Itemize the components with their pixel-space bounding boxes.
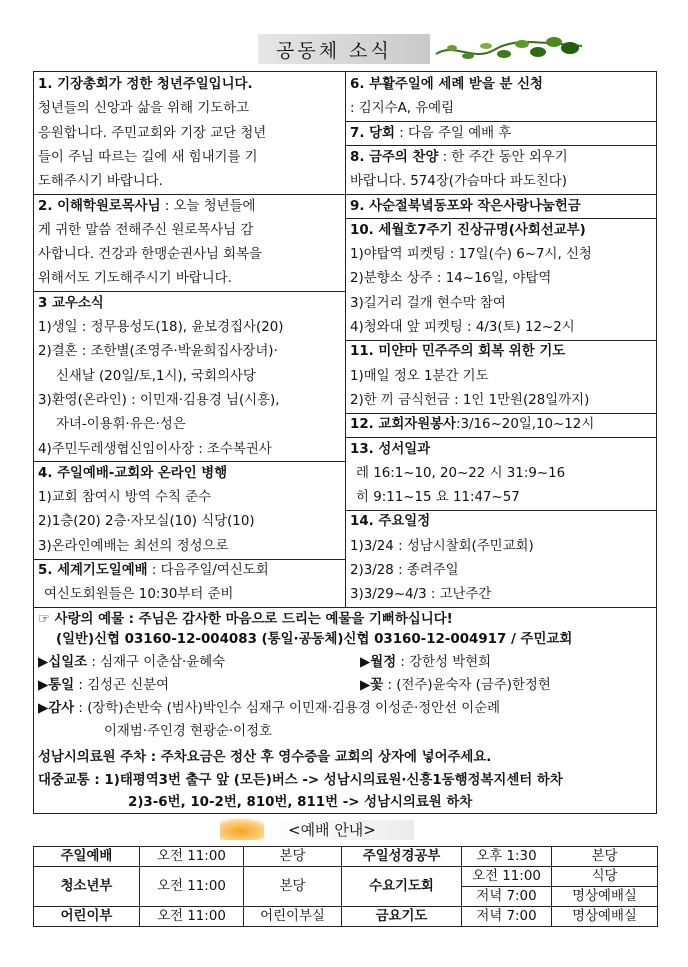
- news-line: 3)길거리 걸개 현수막 참여: [350, 295, 506, 311]
- monthly-label: ▶월정: [360, 655, 397, 670]
- news-line: 3)환영(온라인) : 이민재·김용경 님(시흥),: [38, 392, 280, 408]
- news-line: : 김지수A, 유예림: [350, 101, 455, 117]
- news-line: 13. 성서일과: [350, 441, 431, 457]
- news-item-detail: :3/16~20일,10~12시: [456, 417, 595, 433]
- tithe-label: ▶십일조: [38, 655, 88, 670]
- table-row: 저녁 7:00 명상예배실: [34, 887, 658, 907]
- news-item-heading: 2. 이해학원로목사님: [38, 198, 161, 214]
- news-line: 3 교우소식: [38, 295, 104, 311]
- news-line: 2)1층(20) 2층·자모실(10) 식당(10): [38, 514, 255, 530]
- news-line: 게 귀한 말씀 전해주신 원로목사님 감: [38, 222, 254, 238]
- thanks-label: ▶감사: [38, 701, 75, 716]
- transit-notice: 대중교통 : 1)태평역3번 출구 앞 (모든)버스 -> 성남시의료원·신흥1동행정복지센터 하차: [38, 773, 563, 788]
- parking-notice: 성남시의료원 주차 : 주차요금은 정산 후 영수증을 교회의 상자에 넣어주세요.: [38, 750, 492, 765]
- news-line: [38, 559, 343, 583]
- news-item-heading: 5. 세계기도일예배: [38, 563, 148, 578]
- offering-accounts: (일반)신협 03160-12-004083 (통일·공동체)신협 03160-12-004917 / 주민교회: [56, 632, 573, 647]
- news-line: 9. 사순절북녘동포와 작은사랑나눔헌금: [350, 198, 581, 214]
- table-row: 어린이부 오전 11:00 어린이부실 금요기도 저녁 7:00 명상예배실: [34, 907, 658, 927]
- news-line: 10. 세월호7주기 진상규명(사회선교부): [350, 222, 586, 238]
- news-line: 3)온라인예배는 최선의 정성으로: [38, 538, 229, 554]
- news-line: [350, 146, 654, 170]
- news-line: 11. 미얀마 민주주의 회복 위한 기도: [350, 344, 566, 360]
- offering-notice: ☞ 사랑의 예물 : 주님은 감사한 마음으로 드리는 예물을 기뻐하십니다!: [38, 612, 453, 627]
- news-line: 여신도회원들은 10:30부터 준비: [44, 587, 234, 603]
- news-line: 1. 기장총회가 정한 청년주일입니다.: [38, 77, 253, 92]
- news-line: 2)한 끼 금식헌금 : 1인 1만원(28일까지): [350, 392, 590, 408]
- page-title: 공동체 소식: [276, 40, 392, 62]
- unification-label: ▶통일: [38, 678, 75, 693]
- news-line: 위해서도 기도해주시기 바랍니다.: [38, 271, 232, 287]
- news-line: [350, 122, 654, 146]
- news-line: 1)야탑역 피켓팅 : 17일(수) 6~7시, 신청: [350, 247, 592, 263]
- news-line: 1)교회 참여시 방역 수칙 준수: [38, 490, 212, 506]
- monthly-names: : 강한성 박현희: [396, 655, 492, 670]
- monthly-offering: [360, 652, 491, 674]
- flower-label: ▶꽃: [360, 678, 384, 693]
- news-line: 바랍니다. 574장(가슴마다 파도친다): [350, 174, 567, 190]
- thanks-names-continued: 이재범·주인경 현광순·이정호: [104, 724, 272, 739]
- news-line: 2)분향소 상주 : 14~16일, 야탑역: [350, 271, 552, 287]
- news-line: 2)결혼 : 조한별(조영주·박윤희집사장녀)·: [38, 344, 278, 360]
- news-line: 6. 부활주일에 세례 받을 분 신청: [350, 77, 543, 92]
- service-heading: [220, 816, 420, 842]
- unification-names: : 김성곤 신분여: [74, 678, 170, 693]
- news-line: [38, 195, 343, 219]
- news-line: 자녀-이용휘·유은·성은: [56, 417, 186, 433]
- transit-notice-2: 2)3-6번, 10-2번, 810번, 811번 -> 성남시의료원 하차: [128, 795, 473, 810]
- news-line: 청년들의 신앙과 삶을 위해 기도하고: [38, 101, 250, 117]
- section-title-banner: [258, 34, 588, 64]
- news-line: 4)청와대 앞 피켓팅 : 4/3(토) 12~2시: [350, 320, 575, 335]
- news-item-detail: : 다음 주일 예배 후: [394, 125, 512, 141]
- news-item-heading: 7. 당회: [350, 125, 395, 141]
- news-line: [350, 413, 654, 437]
- table-row: 청소년부 오전 11:00 본당 수요기도회 오전 11:00 식당: [34, 867, 658, 887]
- flower-names: : (전주)윤숙자 (금주)한정현: [383, 678, 551, 693]
- news-line: 1)매일 정오 1분간 기도: [350, 368, 489, 384]
- news-left-column: [34, 72, 346, 607]
- unification-row: [38, 675, 654, 697]
- news-item-detail: : 오늘 청년들에: [160, 198, 256, 214]
- news-line: 히 9:11~15 요 11:47~57: [356, 490, 520, 506]
- thanks-names: : (장학)손반숙 (범사)박인수 심재구 이민재·김용경 이성준·정안선 이순례: [74, 701, 501, 716]
- news-item-detail: : 다음주일/여신도회: [147, 563, 269, 578]
- tithe-row: [38, 652, 654, 674]
- news-line: 레 16:1~10, 20~22 시 31:9~16: [356, 465, 566, 481]
- news-line: 4)주민두레생협신임이사장 : 조수복권사: [38, 441, 272, 457]
- notice-box: [33, 607, 657, 814]
- news-line: 3)3/29~4/3 : 고난주간: [350, 587, 492, 603]
- news-item-detail: : 한 주간 동안 외우기: [438, 149, 568, 165]
- news-line: 1)3/24 : 성남시찰회(주민교회): [350, 538, 534, 554]
- flower-offering: [360, 675, 551, 697]
- news-line: 들이 주님 따르는 길에 새 힘내기를 기: [38, 149, 258, 165]
- news-line: 2)3/28 : 종려주일: [350, 563, 459, 578]
- news-box: [33, 71, 657, 608]
- news-line: 신새날 (20일/토,1시), 국회의사당: [56, 368, 256, 384]
- news-line: 도해주시기 바랍니다.: [38, 174, 163, 190]
- vine-decoration-icon: [434, 34, 584, 64]
- news-line: 사합니다. 건강과 한맹순권사님 회복을: [38, 247, 262, 263]
- news-line: 14. 주요일정: [350, 514, 431, 530]
- news-line: 1)생일 : 정무용성도(18), 윤보경집사(20): [38, 320, 284, 335]
- tithe-names: : 심재구 이춘삼·윤혜숙: [87, 655, 226, 670]
- thanks-row: [38, 698, 654, 720]
- news-line: 4. 주일예배-교회와 온라인 병행: [38, 465, 228, 481]
- news-item-heading: 12. 교회자원봉사: [350, 417, 456, 433]
- service-schedule-table: [33, 846, 658, 927]
- news-right-column: [346, 72, 656, 607]
- table-row: 주일예배 오전 11:00 본당 주일성경공부 오후 1:30 본당: [34, 847, 658, 867]
- news-line: 응원합니다. 주민교회와 기장 교단 청년: [38, 125, 267, 141]
- service-heading-text: <예배 안내>: [288, 821, 376, 839]
- news-item-heading: 8. 금주의 찬양: [350, 149, 439, 165]
